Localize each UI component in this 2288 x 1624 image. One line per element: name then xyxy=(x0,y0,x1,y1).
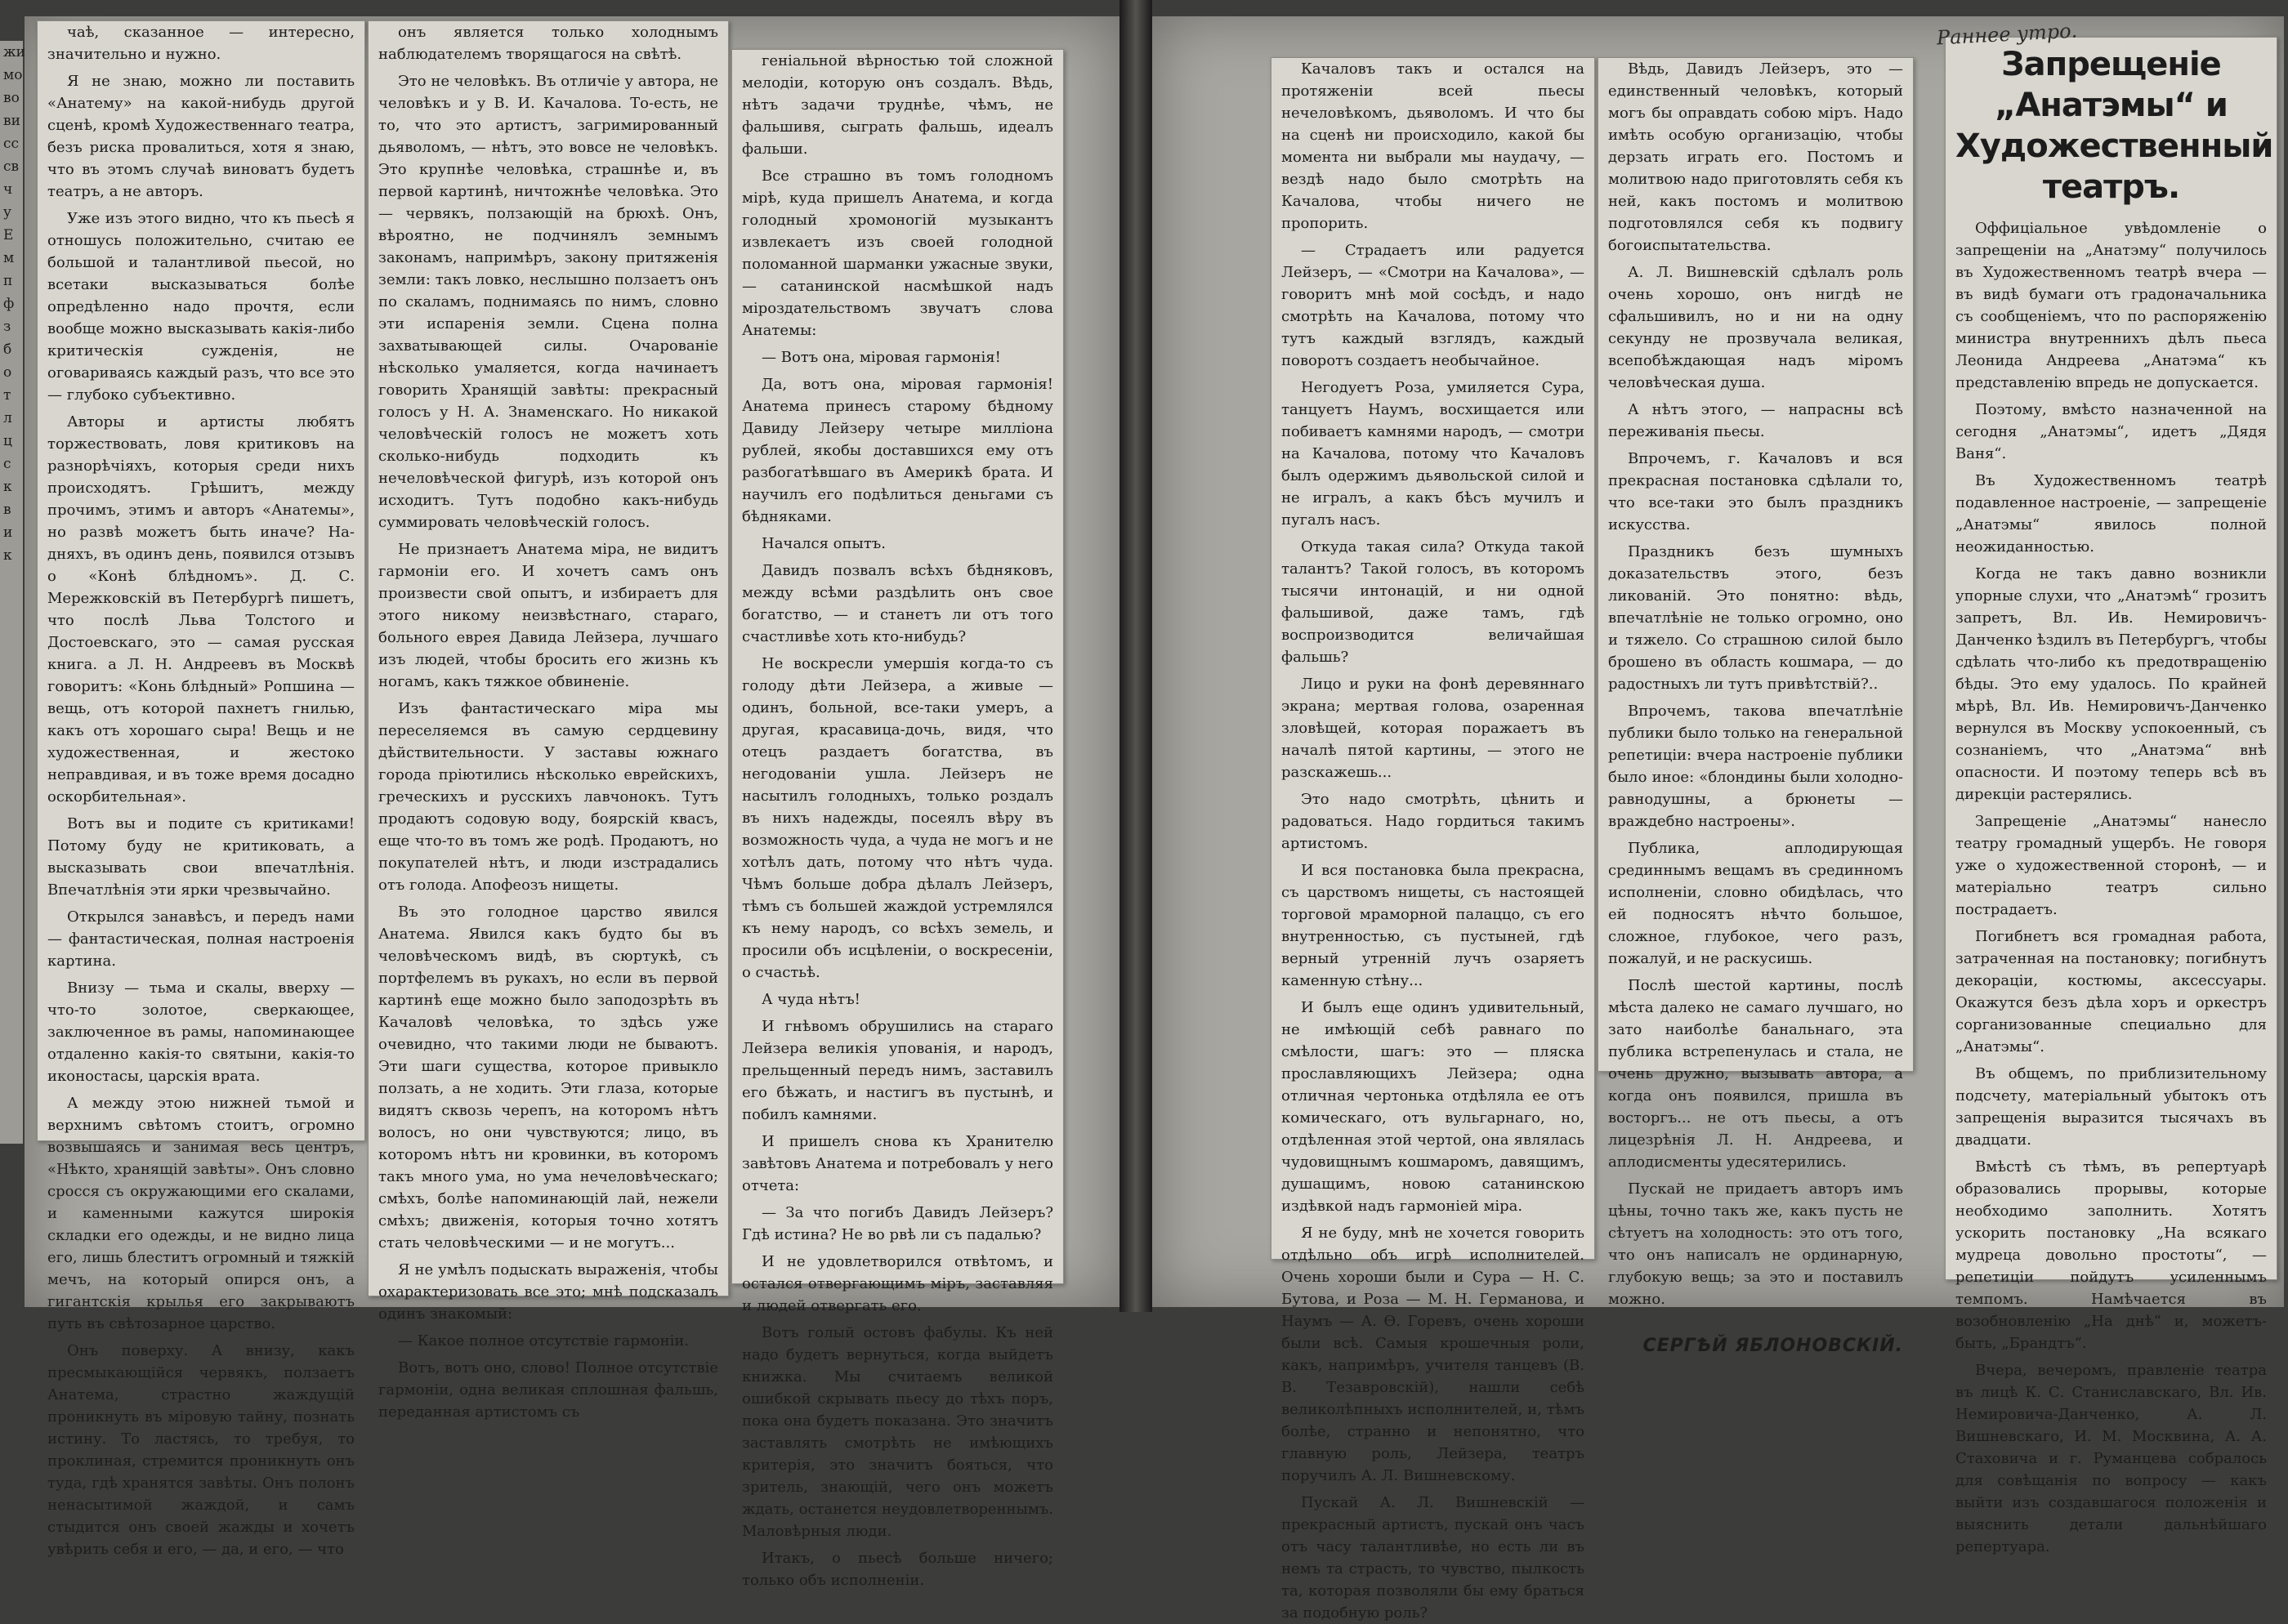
margin-fragment: о xyxy=(3,364,12,381)
paragraph: — За что погибъ Давидъ Лейзеръ? Гдѣ истина? Не во рвѣ ли съ падалью? xyxy=(742,1204,1053,1243)
margin-fragment: с xyxy=(3,456,11,472)
paragraph: Пускай не придаетъ авторъ имъ цѣны, точно такъ же, какъ пусть не сѣтуетъ на холодность: это отъ того, что онъ написалъ не ординарную, глубокую вещь; за это и поставилъ можно. xyxy=(1608,1180,1903,1308)
handwritten-note: Раннее утро. xyxy=(1936,19,2078,50)
paragraph: Не воскресли умершія когда-то съ голоду дѣти Лейзера, а живые — одинъ, больной, все-таки умеръ, а другая, красавица-дочь, видя, что отецъ раздаетъ богатства, въ негодованіи ушла. Лейзеръ не насытилъ голодныхъ, только роздалъ въ нихъ надежды, посеялъ вѣру въ возможность чуда, а чуда не могъ и не хотѣлъ дать, потому что нѣтъ чуда. Чѣмъ больше добра дѣлалъ Лейзеръ, тѣмъ съ большей жаждой устремлялся къ нему народъ, со всѣхъ земель, и просили объ исцѣленіи, о воскресеніи, о счастьѣ. xyxy=(742,655,1053,981)
paragraph: Внизу — тьма и скалы, вверху — что-то золотое, сверкающее, заключенное въ рамы, напоминающее отдаленно какія-то святыни, какія-то иконостасы, царскія врата. xyxy=(47,979,355,1085)
paragraph: Вчера, вечеромъ, правленіе театра въ лицѣ К. С. Станиславскаго, Вл. Ив. Немировича-Данченко, А. Л. Вишневскаго, И. М. Москвина, А. А. Стаховича и г. Руманцева собралось для совѣщанія по вопросу — какъ выйти изъ создавшагося положенія и выяснить детали дальнѣйшаго репертуара. xyxy=(1955,1362,2267,1555)
paragraph: Поэтому, вмѣсто назначенной на сегодня „Анатэмы“, идетъ „Дядя Ваня“. xyxy=(1955,401,2267,462)
margin-fragment: мо xyxy=(3,67,23,83)
paragraph: Я не умѣлъ подыскать выраженія, чтобы охарактеризовать все это; мнѣ подсказалъ одинъ знакомый: xyxy=(378,1261,718,1323)
paragraph: Изъ фантастическаго міра мы переселяемся въ самую сердцевину дѣйствительности. У заставы южнаго города пріютились нѣсколько еврейскихъ, греческихъ и русскихъ лавчонокъ. Тутъ продаютъ содовую воду, боярскій квасъ, еще что-то въ томъ же родѣ. Продаютъ, но покупателей нѣтъ, и люди изстрадались отъ голода. Апофеозъ нищеты. xyxy=(378,700,718,894)
paragraph: — Вотъ она, міровая гармонія! xyxy=(762,349,1001,366)
paragraph: Да, вотъ она, міровая гармонія! Анатема принесъ старому бѣдному Давиду Лейзеру четыре милліона рублей, якобы доставшихся ему отъ разбогатѣвшаго въ Америкѣ брата. И научилъ его подѣлиться деньгами съ бѣдняками. xyxy=(742,376,1053,525)
paragraph: Послѣ шестой картины, послѣ мѣста далеко не самаго лучшаго, но зато наиболѣе банальнаго, эта публика встрепенулась и стала, не очень дружно, вызывать автора, а когда онъ появился, пришла въ восторгъ... не отъ пьесы, а отъ лицезрѣнія Л. Н. Андреева, и аплодисменты удесятерились. xyxy=(1608,977,1903,1171)
paragraph: Не признаетъ Анатема міра, не видитъ гармоніи его. И хочетъ самъ онъ произвести свой опытъ, и избираетъ для этого никому неизвѣстнаго, стараго, больного еврея Давида Лейзера, лучшаго изъ людей, чтобы бросить его жизнь къ ногамъ, какъ тяжкое обвиненіе. xyxy=(378,541,718,690)
margin-fragment: ц xyxy=(3,433,12,449)
clipping-article xyxy=(1945,37,2277,1555)
margin-fragment: л xyxy=(3,410,12,426)
paragraph: Погибнетъ вся громадная работа, затраченная на постановку; погибнутъ декораціи, костюмы, аксессуары. Окажутся безъ дѣла хоръ и оркестръ сорганизованные специально для „Анатэмы“. xyxy=(1955,928,2267,1055)
paragraph: — Какое полное отсутствіе гармоніи. xyxy=(398,1332,690,1350)
paragraph: Въ общемъ, по приблизительному подсчету, матеріальный убытокъ отъ запрещенія выразится тысячахъ въ двадцати. xyxy=(1955,1065,2267,1149)
margin-fragment: з xyxy=(3,319,11,335)
paragraph: Въ Художественномъ театрѣ подавленное настроеніе, — запрещеніе „Анатэмы“ явилось полной неожиданностью. xyxy=(1955,472,2267,555)
paragraph: Вѣдь, Давидъ Лейзеръ, это — единственный человѣкъ, который могъ бы оправдать собою міръ. Надо имѣть особую организацію, чтобы дерзать играть его. Постомъ и молитвою надо приготовлять себя къ ней, какъ постомъ и молитвою подготовлялся себя къ подвигу богоиспытательства. xyxy=(1608,60,1903,254)
paragraph: Все страшно въ томъ голодномъ мірѣ, куда пришелъ Анатема, и когда голодный хромоногій музыкантъ извлекаетъ изъ своей голодной поломанной шарманки ужасные звуки, — сатанинской насмѣшкой надъ міроздательствомъ звучатъ слова Анатемы: xyxy=(742,167,1053,339)
paragraph: Публика, аплодирующая срединнымъ вещамъ въ срединномъ исполненіи, словно обидѣлась, что ей подносятъ нѣчто большое, сложное, глубокое, чего разъ, пожалуй, и не раскусишь. xyxy=(1608,840,1903,967)
signature: СЕРГѢЙ ЯБЛОНОВСКІЙ. xyxy=(1642,1336,1903,1356)
margin-fragment: в xyxy=(3,502,11,518)
margin-fragment: к xyxy=(3,547,12,564)
paragraph: Я не буду, мнѣ не хочется говорить отдѣльно объ игрѣ исполнителей. Очень хороши были и Сура — Н. С. Бутова, и Роза — М. Н. Германова, и Наумъ — А. Ѳ. Горевъ, очень хороши были всѣ. Самыя крошечныя роли, какъ, напримѣръ, учителя танцевъ (В. В. Тезавровскій), нашли себѣ великолѣпныхъ исполнителей, и, тѣмъ болѣе, странно и непонятно, что главную роль, Лейзера, театръ поручилъ А. Л. Вишневскому. xyxy=(1281,1225,1584,1484)
paragraph: Въ это голодное царство явился Анатема. Явился какъ будто бы въ человѣческомъ видѣ, въ сюртукѣ, съ портфелемъ въ рукахъ, но если въ первой картинѣ еще можно было заподозрѣть въ Качаловѣ человѣка, то здѣсь уже очевидно, что такими люди не бываютъ. Эти шаги существа, которое привыкло ползать, а не ходить. Эти глаза, которые видятъ сквозь черепъ, на которомъ нѣтъ волосъ, но они чувствуются; лицо, въ которомъ нѣтъ ни кровинки, въ которомъ такъ много ума, но ума нечеловѣческаго; смѣхъ, болѣе напоминающій лай, нежели смѣхъ; движенія, которыя точно хотятъ стать человѣческими — и не могутъ... xyxy=(378,903,718,1251)
paragraph: Лицо и руки на фонѣ деревяннаго экрана; мертвая голова, озаренная зловѣщей, которая поражаетъ въ началѣ пятой картины, — этого не разскажешь... xyxy=(1281,676,1584,781)
paragraph: Праздникъ безъ шумныхъ доказательствъ этого, безъ ликованій. Это понятно: вѣдь, впечатлѣніе не только огромно, оно и тяжело. Со страшною силой было брошено въ область кошмара, — до радостныхъ ли тутъ привѣтствій?.. xyxy=(1608,543,1903,693)
paragraph: Авторы и артисты любятъ торжествовать, ловя критиковъ на разнорѣчіяхъ, которыя среди нихъ происходятъ. Грѣшитъ, между прочимъ, этимъ и авторъ «Анатемы», но развѣ можетъ быть иначе? На-дняхъ, въ одинъ день, появился отзывъ о «Конѣ блѣдномъ». Д. С. Мережковскій въ Петербургѣ пишетъ, что послѣ Льва Толстого и Достоевскаго, это — самая русская книга. а Л. Н. Андреевъ въ Москвѣ говоритъ: «Конь блѣдный» Ропшина — вещь, отъ которой пахнетъ гнилью, какъ отъ хорошаго сыра! Вещь и не художественная, и жестоко неправдивая, и въ тоже время досадно оскорбительная». xyxy=(47,413,355,805)
paragraph: Запрещеніе „Анатэмы“ нанесло театру громадный ущербъ. Не говоря уже о художественной сторонѣ, — и матеріально театръ сильно пострадаетъ. xyxy=(1955,813,2267,918)
paragraph: Начался опытъ. xyxy=(762,535,886,552)
paragraph: Вотъ вы и подите съ критиками! Потому буду не критиковать, а высказывать свои впечатлѣнія. Впечатлѣнія эти ярки чрезвычайно. xyxy=(47,815,355,899)
article-title: Запрещеніе „Анатэмы“ и Художественный театръ. xyxy=(1955,46,2273,206)
paragraph: Итакъ, о пьесѣ больше ничего; только объ исполненіи. xyxy=(742,1550,1053,1589)
margin-fragment: жи xyxy=(3,44,25,60)
clipping-column-1 xyxy=(37,20,365,1558)
margin-fragment: ви xyxy=(3,113,20,129)
paragraph: Пускай А. Л. Вишневскій — прекрасный артистъ, пускай онъ часъ отъ часу талантливѣе, но есть ли въ немъ та страсть, то чувство, пылкость та, которая позволяли бы ему браться за подобную роль? xyxy=(1281,1494,1584,1622)
paragraph: Уже изъ этого видно, что къ пьесѣ я отношусь положительно, считаю ее большой и талантливой пьесой, но всетаки высказываться болѣе опредѣленно надо прочтя, если вообще можно высказывать какія-либо критическія сужденія, не оговариваясь каждый разъ, что все это — глубоко субъективно. xyxy=(47,210,355,404)
margin-fragment: и xyxy=(3,524,13,541)
margin-fragment: к xyxy=(3,479,12,495)
clipping-column-3 xyxy=(731,49,1064,1589)
paragraph: Когда не такъ давно возникли упорные слухи, что „Анатэмѣ“ грозитъ запретъ, Вл. Ив. Немировичъ-Данченко ѣздилъ въ Петербургъ, чтобы сдѣлать что-либо къ предотвращенію бѣды. Это ему удалось. По крайней мѣрѣ, Вл. Ив. Немировичъ-Данченко вернулся въ Москву успокоенный, съ сознаніемъ, что „Анатэма“ внѣ опасности. И поэтому теперь всѣ въ дирекціи растерялись. xyxy=(1955,565,2268,803)
margin-fragment: б xyxy=(3,341,12,358)
clipping-column-4 xyxy=(1271,57,1595,1622)
paragraph: И гнѣвомъ обрушились на стараго Лейзера великія упованія, и народъ, прельщенный передъ нимъ, заставилъ его бѣжать, и настигъ въ пустынѣ, и побилъ камнями. xyxy=(742,1018,1053,1123)
paragraph: А между этою нижней тьмой и верхнимъ свѣтомъ стоитъ, огромно возвышаясь и занимая весь центръ, «Нѣкто, хранящій завѣты». Онъ словно сросся съ окружающими его скалами, и каменными кажутся широкія складки его одежды, и не видно лица его, лишь блеститъ огромный и тяжкій мечъ, на который опирся онъ, а гигантскія крылья его закрываютъ путь въ свѣтозарное царство. xyxy=(47,1095,355,1332)
paragraph: Качаловъ такъ и остался на протяженіи всей пьесы нечеловѣкомъ, дьяволомъ. И что бы на сценѣ ни происходило, какой бы момента ни выбрали мы наудачу, — вездѣ надо было смотрѣть на Качалова, чтобы ничего не пропорить. xyxy=(1281,60,1584,232)
paragraph: А. Л. Вишневскій сдѣлалъ роль очень хорошо, онъ нигдѣ не сфальшивилъ, но и ни на одну секунду не прозвучала великая, всепобѣждающая надъ міромъ человѣческая душа. xyxy=(1608,264,1903,391)
margin-fragment: м xyxy=(3,250,15,266)
margin-fragment: у xyxy=(3,204,12,221)
paragraph: Впрочемъ, г. Качаловъ и вся прекрасная постановка сдѣлали то, что все-таки это былъ праздникъ искусства. xyxy=(1608,450,1903,533)
margin-fragment: сс xyxy=(3,136,20,152)
paragraph: И былъ еще одинъ удивительный, не имѣющій себѣ равнаго по смѣлости, шагъ: это — пляска прославляющихъ Лейзера; одна отличная чертонька отдѣляла ее отъ комическаго, отъ вульгарнаго, но, отдѣленная этой чертой, она являлась чудовищнымъ кошмаромъ, давящимъ, душащимъ, новою сатанинскою издѣвкой надъ гармоніей міра. xyxy=(1281,999,1584,1215)
margin-fragment: во xyxy=(3,90,20,106)
paragraph: Оффиціальное увѣдомленіе о запрещеніи на „Анатэму“ получилось въ Художественномъ театрѣ вчера — въ видѣ бумаги отъ градоначальника съ сообщеніемъ, что по распоряженію министра внутреннихъ дѣлъ пьеса Леонида Андреева „Анатэма“ къ представленію впредь не допускается. xyxy=(1955,220,2267,391)
paragraph: онъ является только холоднымъ наблюдателемъ творящагося на свѣтѣ. xyxy=(378,24,718,63)
paragraph: — Страдаетъ или радуется Лейзеръ, — «Смотри на Качалова», — говоритъ мнѣ мой сосѣдъ, и надо смотрѣть на Качалова, потому что тутъ каждый взглядъ, каждый поворотъ создаетъ необычайное. xyxy=(1281,242,1584,369)
paragraph: Открылся занавѣсъ, и передъ нами — фантастическая, полная настроенія картина. xyxy=(47,908,355,970)
margin-fragment: ф xyxy=(3,296,15,312)
margin-fragment: т xyxy=(3,387,11,404)
paragraph: Вотъ, вотъ оно, слово! Полное отсутствіе гармоніи, одна великая сплошная фальшь, переданная артистомъ съ xyxy=(378,1359,718,1421)
paragraph: Откуда такая сила? Откуда такой талантъ? Такой голосъ, въ которомъ тысячи интонацій, и ни одной фальшивой, даже тамъ, гдѣ воспроизводится величайшая фальшь? xyxy=(1281,538,1584,666)
paragraph: Это не человѣкъ. Въ отличіе у автора, не человѣкъ и у В. И. Качалова. То-есть, не то, что это артистъ, загримированный дьяволомъ, — нѣтъ, это вовсе не человѣкъ. Это крупнѣе человѣка, страшнѣе и, въ первой картинѣ, ничтожнѣе человѣка. Это — червякъ, ползающій на брюхѣ. Онъ, вѣроятно, не подчинялъ земнымъ законамъ, напримѣръ, закону притяженія земли: такъ ловко, неслышно ползаетъ онъ по скаламъ, поднимаясь по нимъ, словно эти испаренія земли. Сцена полна захватывающей силы. Очарованіе нѣсколько умаляется, когда начинаетъ говорить Хранящій завѣты: прекрасный голосъ у Н. А. Знаменскаго. Но никакой человѣческій голосъ не можетъ хоть сколько-нибудь подходить къ нечеловѣческой фигурѣ, изъ которой онъ исходитъ. Тутъ подобно какъ-нибудь суммировать человѣческій голосъ. xyxy=(378,73,718,531)
clipping-column-5 xyxy=(1598,57,1914,1356)
paragraph: Это надо смотрѣть, цѣнить и радоваться. Надо гордиться такимъ артистомъ. xyxy=(1281,791,1584,852)
clipping-column-2 xyxy=(368,20,729,1421)
paragraph: Вотъ голый остовъ фабулы. Къ ней надо будетъ вернуться, когда выйдетъ книжка. Мы считаемъ великой ошибкой скрывать пьесу до тѣхъ поръ, пока она будетъ показана. Это значитъ заставлять смотрѣть не имѣющихъ критерія, это значитъ бояться, что зритель, знающій, чего онъ можетъ ждать, останется неудовлетвореннымъ. Маловѣрныя люди. xyxy=(742,1324,1053,1540)
paragraph: А чуда нѣтъ! xyxy=(762,991,860,1008)
paragraph: Я не знаю, можно ли поставить «Анатему» на какой-нибудь другой сценѣ, кромѣ Художественнаго театра, безъ риска провалиться, хотя я знаю, что въ этомъ случаѣ виноватъ будетъ театръ, а не авторъ. xyxy=(47,73,355,200)
margin-fragment: св xyxy=(3,158,20,175)
paragraph: геніальной вѣрностью той сложной мелодіи, которую онъ создалъ. Вѣдь, нѣтъ задачи труднѣе, чѣмъ, не фальшивя, сыграть фальшь, идеалъ фальши. xyxy=(742,52,1053,158)
margin-fragment: Е xyxy=(3,227,14,243)
paragraph: И пришелъ снова къ Хранителю завѣтовъ Анатема и потребовалъ у него отчета: xyxy=(742,1133,1053,1194)
paragraph: А нѣтъ этого, — напрасны всѣ переживанія пьесы. xyxy=(1608,401,1903,440)
paragraph: чаѣ, сказанное — интересно, значительно и нужно. xyxy=(47,24,355,63)
margin-fragment: ч xyxy=(3,181,13,198)
margin-fragment: п xyxy=(3,273,13,289)
book-gutter xyxy=(1119,0,1152,1312)
paragraph: Негодуетъ Роза, умиляется Сура, танцуетъ Наумъ, восхищается или побиваетъ камнями народъ, — смотри на Качалова, потому что Качаловъ былъ одержимъ дьявольской силой и не игралъ, а какъ бѣсъ мучилъ и пугалъ насъ. xyxy=(1281,379,1584,529)
paragraph: Онъ поверху. А внизу, какъ пресмыкающійся червякъ, ползаетъ Анатема, страстно жаждущій проникнуть въ міровую тайну, познать истину. То ластясь, то требуя, то проклиная, стремится проникнуть онъ туда, гдѣ хранятся завѣты. Онъ полонъ ненасытимой жаждой, и самъ стыдится онъ своей жажды и хочетъ увѣрить себя и его, — да, и его, — что xyxy=(47,1342,355,1558)
paragraph: Впрочемъ, такова впечатлѣніе публики было только на генеральной репетиціи: вчера настроеніе публики было иное: «блондины были холодно-равнодушны, а брюнеты — враждебно настроены». xyxy=(1608,703,1903,830)
margin-strip xyxy=(0,41,23,1144)
paragraph: Вмѣстѣ съ тѣмъ, въ репертуарѣ образовались прорывы, которые необходимо заполнить. Хотятъ ускорить постановку „На всякаго мудреца довольно простоты“, — репетиціи пойдутъ усиленнымъ темпомъ. Намѣчается въ возобновленію „На днѣ“ и, можетъ-быть, „Брандтъ“. xyxy=(1955,1158,2267,1352)
paragraph: И не удовлетворился отвѣтомъ, и остался отвергающимъ міръ, заставляя и людей отвергать его. xyxy=(742,1253,1053,1314)
paragraph: И вся постановка была прекрасна, съ царствомъ нищеты, съ настоящей торговой мраморной палаццо, съ его внутренностью, съ пустыней, гдѣ верный утренній лучъ озаряетъ каменную стѣну... xyxy=(1281,862,1584,989)
paragraph: Давидъ позвалъ всѣхъ бѣдняковъ, между всѣми раздѣлить онъ свое богатство, — и станетъ ли отъ того счастливѣе хоть кто-нибудь? xyxy=(742,562,1053,645)
